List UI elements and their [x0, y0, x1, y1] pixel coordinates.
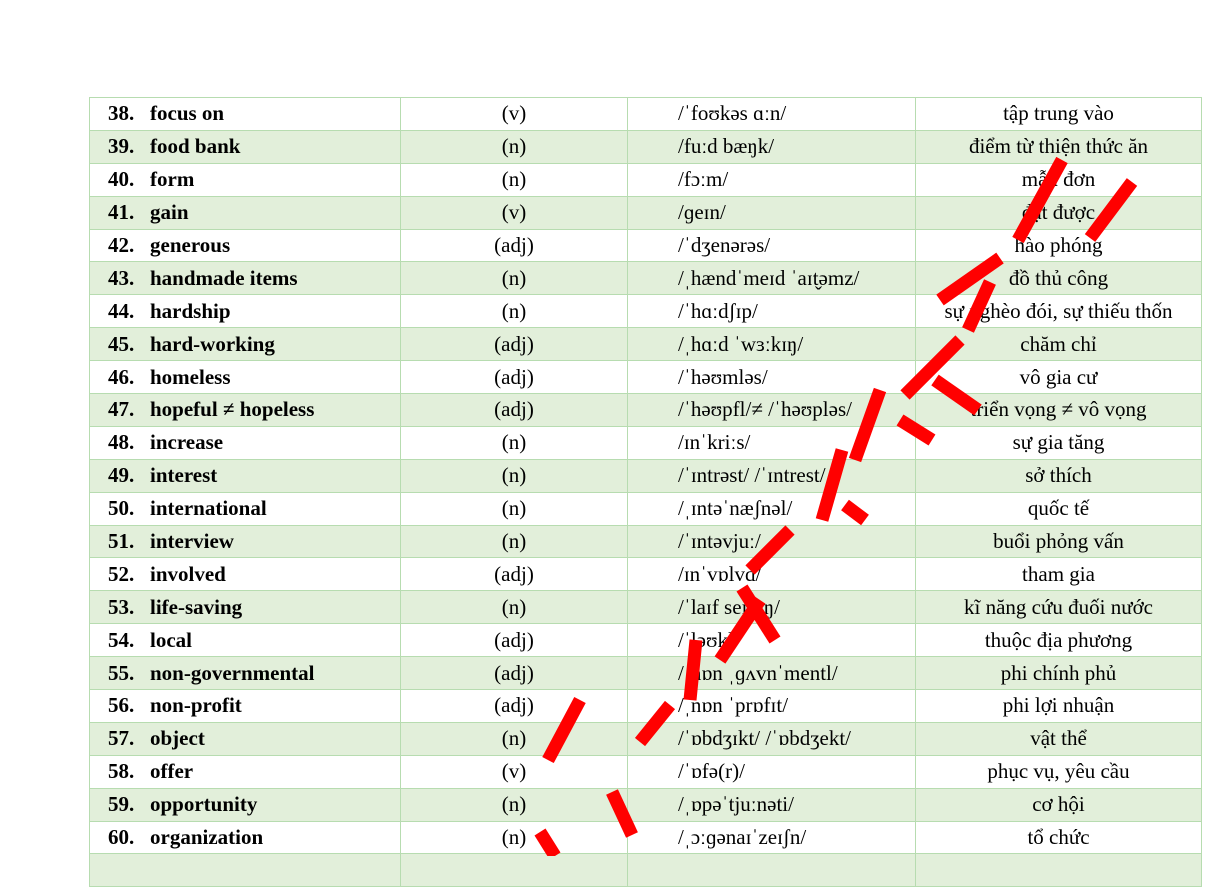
meaning-text: tổ chức [1027, 825, 1090, 850]
table-row [90, 98, 1202, 131]
meaning-text: tập trung vào [1003, 101, 1114, 126]
word-cell [90, 854, 401, 887]
pronunciation-text: /ˈɪntrəst/ /ˈɪntrest/ [678, 463, 826, 488]
part-of-speech-cell: (n) [401, 525, 628, 558]
part-of-speech-cell: (adj) [401, 361, 628, 394]
pronunciation-text: /ˌɔːɡənaɪˈzeɪʃn/ [678, 825, 807, 850]
word-cell [90, 459, 401, 492]
meaning-cell [916, 525, 1202, 558]
vocabulary-table-body [90, 98, 1202, 887]
word-cell [90, 624, 401, 657]
table-row [90, 657, 1202, 690]
entry-word: gain [150, 200, 189, 225]
table-row [90, 558, 1202, 591]
pronunciation-cell [628, 624, 916, 657]
table-row [90, 624, 1202, 657]
word-cell [90, 492, 401, 525]
meaning-text: kĩ năng cứu đuối nước [964, 594, 1153, 619]
word-cell [90, 558, 401, 591]
meaning-cell [916, 755, 1202, 788]
meaning-cell [916, 788, 1202, 821]
entry-word: local [150, 627, 192, 652]
pronunciation-text: /ˈdʒenərəs/ [678, 233, 771, 257]
table-row [90, 722, 1202, 755]
word-cell [90, 361, 401, 394]
table-row [90, 361, 1202, 394]
part-of-speech-cell: (adj) [401, 657, 628, 690]
word-cell [90, 657, 401, 690]
pronunciation-text: /ˈɒbdʒɪkt/ /ˈɒbdʒekt/ [678, 726, 852, 751]
word-cell [90, 722, 401, 755]
pronunciation-cell [628, 492, 916, 525]
meaning-cell [916, 821, 1202, 854]
entry-number: 43. [108, 265, 135, 290]
part-of-speech-cell: (n) [401, 163, 628, 196]
pronunciation-text: /ˈhəʊpfl/≠ /ˈhəʊpləs/ [678, 397, 852, 422]
entry-word: opportunity [150, 792, 258, 817]
table-row [90, 459, 1202, 492]
word-cell [90, 163, 401, 196]
part-of-speech-cell: (adj) [401, 690, 628, 723]
meaning-text: điểm từ thiện thức ăn [968, 134, 1149, 159]
entry-word: non-governmental [150, 660, 315, 685]
meaning-text: sở thích [1025, 463, 1092, 488]
table-row [90, 229, 1202, 262]
pronunciation-cell [628, 130, 916, 163]
word-cell [90, 821, 401, 854]
part-of-speech-cell: (adj) [401, 328, 628, 361]
meaning-cell [916, 624, 1202, 657]
meaning-cell [916, 196, 1202, 229]
pronunciation-text: /ˈləʊkl/ [678, 627, 740, 652]
entry-number: 42. [108, 233, 135, 257]
meaning-cell [916, 163, 1202, 196]
pronunciation-text: /fɔːm/ [678, 167, 729, 192]
pronunciation-text: /ˌɪntəˈnæʃnəl/ [678, 496, 793, 521]
entry-word: focus on [150, 101, 225, 126]
pronunciation-text: /ˈfoʊkəs ɑːn/ [678, 101, 787, 126]
pronunciation-text [628, 858, 678, 882]
pronunciation-cell [628, 295, 916, 328]
table-row [90, 854, 1202, 887]
meaning-text: triển vọng ≠ vô vọng [970, 397, 1147, 422]
part-of-speech-cell: (n) [401, 130, 628, 163]
table-row [90, 788, 1202, 821]
pronunciation-text: /ˌhændˈmeɪd ˈaɪt̬əmz/ [678, 265, 860, 290]
pronunciation-cell [628, 328, 916, 361]
pronunciation-cell [628, 229, 916, 262]
meaning-text: phục vụ, yêu cầu [987, 759, 1130, 784]
part-of-speech-cell: (n) [401, 295, 628, 328]
meaning-text: phi lợi nhuận [1002, 693, 1115, 718]
meaning-text: sự gia tăng [1012, 430, 1105, 455]
pronunciation-cell [628, 755, 916, 788]
word-cell [90, 229, 401, 262]
table-row [90, 525, 1202, 558]
word-cell [90, 755, 401, 788]
meaning-cell [916, 459, 1202, 492]
part-of-speech-cell: (n) [401, 426, 628, 459]
entry-word: involved [150, 561, 226, 586]
entry-number: 47. [108, 397, 135, 422]
part-of-speech-cell: (adj) [401, 394, 628, 427]
pronunciation-text: /ˌnɒn ˌɡʌvnˈmentl/ [678, 660, 838, 685]
entry-word: food bank [150, 134, 241, 159]
table-row [90, 163, 1202, 196]
entry-number: 38. [108, 101, 135, 126]
part-of-speech-cell: (adj) [401, 229, 628, 262]
pronunciation-text: /ɪnˈkriːs/ [678, 430, 751, 455]
table-row [90, 130, 1202, 163]
pronunciation-cell [628, 262, 916, 295]
table-row [90, 755, 1202, 788]
meaning-cell [916, 328, 1202, 361]
word-cell [90, 98, 401, 131]
entry-number: 39. [108, 134, 135, 159]
word-cell [90, 690, 401, 723]
pronunciation-text: /ˌnɒn ˈprɒfɪt/ [678, 693, 789, 718]
entry-word: object [150, 726, 205, 751]
meaning-text: vật thể [1030, 726, 1087, 751]
part-of-speech-cell: (n) [401, 821, 628, 854]
table-row [90, 394, 1202, 427]
part-of-speech-cell: (adj) [401, 558, 628, 591]
entry-number: 41. [108, 200, 135, 225]
part-of-speech-cell: (v) [401, 98, 628, 131]
table-row [90, 690, 1202, 723]
pronunciation-text: /ˈɒfə(r)/ [678, 759, 745, 784]
entry-word: international [150, 496, 267, 521]
pronunciation-cell [628, 163, 916, 196]
entry-number: 48. [108, 430, 135, 455]
word-cell [90, 525, 401, 558]
pronunciation-cell [628, 426, 916, 459]
pronunciation-cell [628, 854, 916, 887]
meaning-cell [916, 394, 1202, 427]
entry-number: 46. [108, 364, 135, 389]
part-of-speech-cell: (v) [401, 196, 628, 229]
pronunciation-text: /ˈɪntəvjuː/ [678, 529, 761, 554]
entry-word: organization [150, 825, 264, 850]
meaning-text: sự nghèo đói, sự thiếu thốn [944, 298, 1173, 323]
entry-number: 44. [108, 298, 135, 323]
entry-number: 60. [108, 825, 135, 850]
word-cell [90, 295, 401, 328]
table-row [90, 591, 1202, 624]
pronunciation-text: /ˌɒpəˈtjuːnəti/ [678, 792, 794, 817]
table-row [90, 196, 1202, 229]
meaning-cell [916, 722, 1202, 755]
entry-number: 54. [108, 627, 135, 652]
word-cell [90, 394, 401, 427]
pronunciation-cell [628, 821, 916, 854]
meaning-cell [916, 426, 1202, 459]
pronunciation-cell [628, 722, 916, 755]
entry-number: 53. [108, 594, 135, 619]
part-of-speech-cell: (n) [401, 788, 628, 821]
entry-number: 49. [108, 463, 135, 488]
part-of-speech-cell [401, 854, 628, 887]
word-cell [90, 130, 401, 163]
pronunciation-text: /fuːd bæŋk/ [678, 134, 775, 159]
table-row [90, 492, 1202, 525]
meaning-cell [916, 558, 1202, 591]
pronunciation-cell [628, 459, 916, 492]
pronunciation-text: /ˈhɑːdʃɪp/ [678, 298, 758, 323]
word-cell [90, 328, 401, 361]
entry-number: 55. [108, 660, 135, 685]
entry-number: 50. [108, 496, 135, 521]
meaning-text: vô gia cư [1019, 364, 1098, 389]
entry-word: homeless [150, 364, 231, 389]
entry-number: 58. [108, 759, 135, 784]
table-row [90, 328, 1202, 361]
pronunciation-cell [628, 525, 916, 558]
table-row [90, 295, 1202, 328]
table-row [90, 426, 1202, 459]
word-cell [90, 196, 401, 229]
meaning-cell [916, 295, 1202, 328]
pronunciation-text: /ˈhəʊmləs/ [678, 364, 768, 389]
entry-word: form [150, 167, 195, 192]
pronunciation-cell [628, 394, 916, 427]
pronunciation-cell [628, 98, 916, 131]
part-of-speech-cell: (n) [401, 459, 628, 492]
meaning-text: chăm chỉ [1020, 331, 1097, 356]
meaning-text: mẫu đơn [1021, 167, 1096, 192]
part-of-speech-cell: (adj) [401, 624, 628, 657]
meaning-text: đạt được [1021, 200, 1096, 225]
entry-number: 59. [108, 792, 135, 817]
meaning-text: buổi phỏng vấn [993, 529, 1124, 554]
word-cell [90, 591, 401, 624]
pronunciation-text: /ˌhɑːd ˈwɜːkɪŋ/ [678, 331, 804, 356]
entry-word: generous [150, 233, 231, 257]
entry-number: 52. [108, 561, 135, 586]
table-row [90, 821, 1202, 854]
meaning-cell [916, 690, 1202, 723]
entry-word: hopeful ≠ hopeless [150, 397, 315, 422]
meaning-text: đồ thủ công [1008, 265, 1109, 290]
entry-word: hardship [150, 298, 231, 323]
entry-number: 51. [108, 529, 135, 554]
pronunciation-cell [628, 657, 916, 690]
part-of-speech-cell: (n) [401, 262, 628, 295]
pronunciation-cell [628, 361, 916, 394]
word-cell [90, 426, 401, 459]
pronunciation-cell [628, 591, 916, 624]
meaning-text: hào phóng [1014, 233, 1103, 257]
pronunciation-text: /ɡeɪn/ [678, 200, 726, 225]
pronunciation-cell [628, 788, 916, 821]
meaning-cell [916, 591, 1202, 624]
entry-word: non-profit [150, 693, 242, 718]
part-of-speech-cell: (n) [401, 722, 628, 755]
entry-word: offer [150, 759, 194, 784]
meaning-text: cơ hội [1032, 792, 1085, 817]
meaning-cell [916, 130, 1202, 163]
part-of-speech-cell: (n) [401, 591, 628, 624]
table-row [90, 262, 1202, 295]
meaning-cell [916, 657, 1202, 690]
meaning-text: phi chính phủ [1000, 660, 1117, 685]
word-cell [90, 788, 401, 821]
meaning-cell [916, 492, 1202, 525]
entry-word: life-saving [150, 594, 243, 619]
pronunciation-cell [628, 558, 916, 591]
part-of-speech-cell: (n) [401, 492, 628, 525]
entry-number: 57. [108, 726, 135, 751]
meaning-cell [916, 262, 1202, 295]
meaning-cell [916, 361, 1202, 394]
meaning-cell [916, 854, 1202, 887]
entry-word: interest [150, 463, 218, 488]
entry-word: handmade items [150, 265, 298, 290]
pronunciation-cell [628, 690, 916, 723]
entry-word: increase [150, 430, 224, 455]
entry-number: 40. [108, 167, 135, 192]
entry-word: hard-working [150, 331, 275, 356]
pronunciation-text: /ɪnˈvɒlvd/ [678, 561, 762, 586]
word-cell [90, 262, 401, 295]
part-of-speech-cell: (v) [401, 755, 628, 788]
meaning-cell [916, 229, 1202, 262]
entry-number: 56. [108, 693, 135, 718]
entry-word: interview [150, 529, 234, 554]
entry-number: 45. [108, 331, 135, 356]
pronunciation-text: /ˈlaɪf seɪvɪŋ/ [678, 594, 780, 619]
meaning-cell [916, 98, 1202, 131]
meaning-text: quốc tế [1027, 496, 1090, 521]
vocabulary-table [89, 97, 1202, 887]
meaning-text: thuộc địa phương [984, 627, 1133, 652]
meaning-text: tham gia [1022, 561, 1095, 586]
pronunciation-cell [628, 196, 916, 229]
